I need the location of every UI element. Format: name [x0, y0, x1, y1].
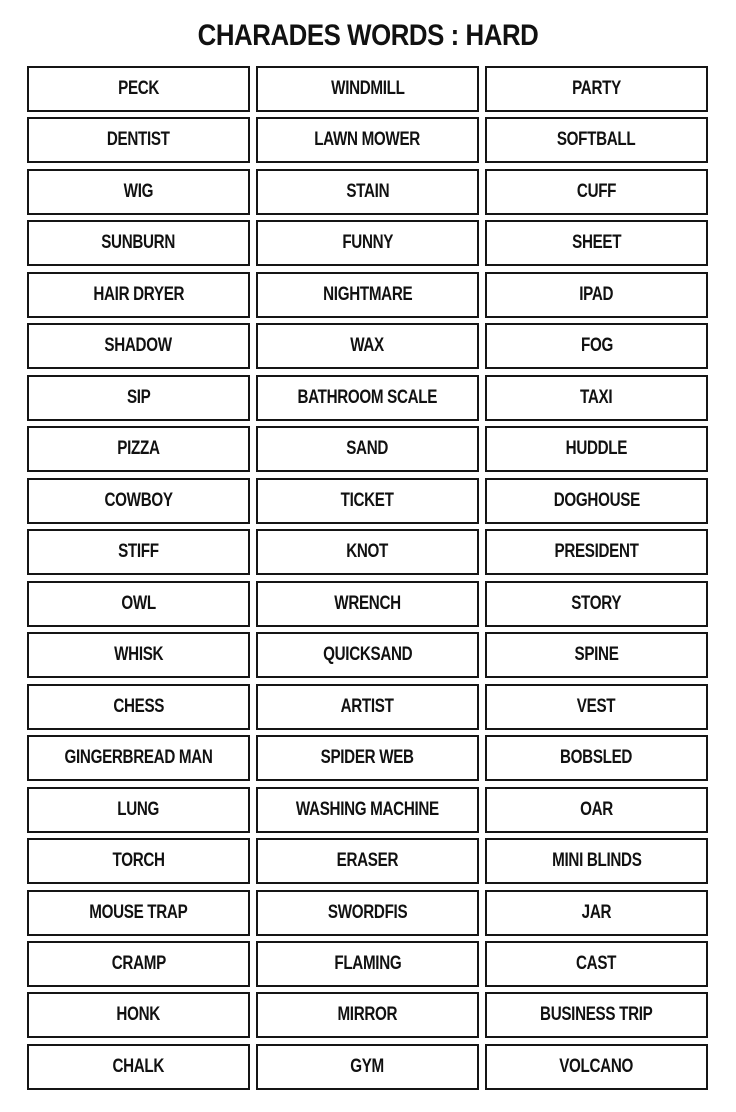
word-card — [27, 169, 250, 215]
word-label: GYM — [350, 1055, 385, 1077]
word-card — [27, 941, 250, 987]
word-card — [485, 66, 708, 112]
word-label: TAXI — [580, 386, 613, 408]
word-grid — [27, 66, 709, 1090]
word-card — [485, 581, 708, 627]
word-label: BOBSLED — [560, 747, 633, 769]
word-label: TICKET — [341, 489, 394, 511]
word-label: HAIR DRYER — [93, 283, 184, 305]
word-label: CHESS — [113, 695, 164, 717]
word-card — [485, 117, 708, 163]
word-card — [27, 66, 250, 112]
word-label: SWORDFIS — [327, 901, 408, 923]
word-label: WHISK — [113, 644, 164, 666]
word-card — [485, 1044, 708, 1090]
word-card — [256, 375, 479, 421]
word-card — [485, 323, 708, 369]
word-card — [256, 1044, 479, 1090]
word-card — [27, 272, 250, 318]
word-card — [256, 890, 479, 936]
word-card — [27, 117, 250, 163]
word-card — [485, 426, 708, 472]
word-label: SHEET — [571, 232, 622, 254]
word-card — [485, 375, 708, 421]
word-label: SPINE — [574, 644, 619, 666]
word-label: OAR — [580, 798, 613, 820]
word-card — [27, 1044, 250, 1090]
word-card — [256, 684, 479, 730]
word-card — [256, 117, 479, 163]
word-label: SAND — [346, 438, 389, 460]
word-label: PARTY — [572, 78, 621, 99]
word-label: PIZZA — [117, 438, 160, 460]
word-card — [27, 890, 250, 936]
word-label: STORY — [571, 592, 622, 614]
word-card — [27, 735, 250, 781]
word-card — [485, 272, 708, 318]
word-card — [256, 220, 479, 266]
word-label: HONK — [116, 1004, 161, 1026]
word-label: WIG — [123, 180, 154, 202]
word-label: WRENCH — [334, 592, 401, 614]
word-label: CRAMP — [111, 952, 166, 974]
word-card — [485, 787, 708, 833]
word-card — [256, 735, 479, 781]
word-label: WASHING MACHINE — [295, 798, 439, 820]
word-label: IPAD — [579, 283, 614, 305]
word-label: SHADOW — [104, 335, 173, 357]
word-card — [27, 632, 250, 678]
word-label: MINI BLINDS — [551, 850, 642, 872]
word-card — [485, 478, 708, 524]
word-label: VEST — [577, 695, 616, 717]
word-label: MIRROR — [337, 1004, 398, 1026]
word-card — [27, 478, 250, 524]
word-card — [485, 684, 708, 730]
word-card — [27, 529, 250, 575]
word-label: ARTIST — [341, 695, 394, 717]
word-card — [256, 529, 479, 575]
word-card — [256, 323, 479, 369]
word-card — [27, 992, 250, 1038]
word-label: CHALK — [112, 1055, 165, 1077]
word-label: DENTIST — [107, 129, 170, 151]
word-label: VOLCANO — [559, 1055, 634, 1077]
word-label: KNOT — [346, 541, 389, 563]
word-label: SOFTBALL — [557, 129, 636, 151]
page-title: CHARADES WORDS : HARD — [197, 19, 539, 52]
word-label: SPIDER WEB — [320, 747, 415, 769]
word-card — [256, 787, 479, 833]
word-label: PRESIDENT — [554, 541, 639, 563]
word-label: CUFF — [576, 180, 617, 202]
word-label: WINDMILL — [330, 78, 405, 99]
word-card — [485, 890, 708, 936]
word-label: COWBOY — [104, 489, 173, 511]
word-label: PECK — [118, 78, 159, 99]
word-label: NIGHTMARE — [322, 283, 413, 305]
word-card — [256, 426, 479, 472]
word-label: LAWN MOWER — [314, 129, 421, 151]
word-label: QUICKSAND — [322, 644, 413, 666]
word-card — [485, 838, 708, 884]
word-label: TORCH — [112, 850, 165, 872]
word-card — [485, 169, 708, 215]
word-label: OWL — [121, 592, 156, 614]
word-card — [485, 941, 708, 987]
word-card — [27, 684, 250, 730]
word-card — [27, 375, 250, 421]
word-card — [256, 838, 479, 884]
word-label: JAR — [581, 901, 612, 923]
word-card — [27, 581, 250, 627]
word-label: STIFF — [118, 541, 159, 563]
word-label: LUNG — [117, 798, 160, 820]
word-label: CAST — [576, 952, 617, 974]
word-card — [27, 220, 250, 266]
word-label: FOG — [580, 335, 613, 357]
word-label: FLAMING — [334, 952, 401, 974]
word-card — [256, 992, 479, 1038]
word-card — [256, 941, 479, 987]
word-card — [27, 787, 250, 833]
word-card — [485, 632, 708, 678]
word-card — [256, 581, 479, 627]
word-label: FUNNY — [342, 232, 393, 254]
word-label: SUNBURN — [101, 232, 176, 254]
word-card — [485, 735, 708, 781]
word-card — [485, 992, 708, 1038]
word-card — [27, 838, 250, 884]
word-card — [256, 478, 479, 524]
word-card — [256, 632, 479, 678]
word-label: SIP — [126, 386, 151, 408]
word-card — [27, 426, 250, 472]
word-card — [256, 66, 479, 112]
word-card — [256, 272, 479, 318]
word-label: GINGERBREAD MAN — [64, 747, 213, 769]
word-label: ERASER — [336, 850, 399, 872]
word-label: WAX — [350, 335, 385, 357]
word-label: BATHROOM SCALE — [297, 386, 438, 408]
word-label: STAIN — [346, 180, 389, 202]
word-card — [485, 220, 708, 266]
word-card — [485, 529, 708, 575]
word-label: BUSINESS TRIP — [540, 1004, 653, 1026]
word-label: HUDDLE — [565, 438, 628, 460]
word-label: DOGHOUSE — [553, 489, 640, 511]
word-label: MOUSE TRAP — [89, 901, 188, 923]
word-card — [256, 169, 479, 215]
word-card — [27, 323, 250, 369]
